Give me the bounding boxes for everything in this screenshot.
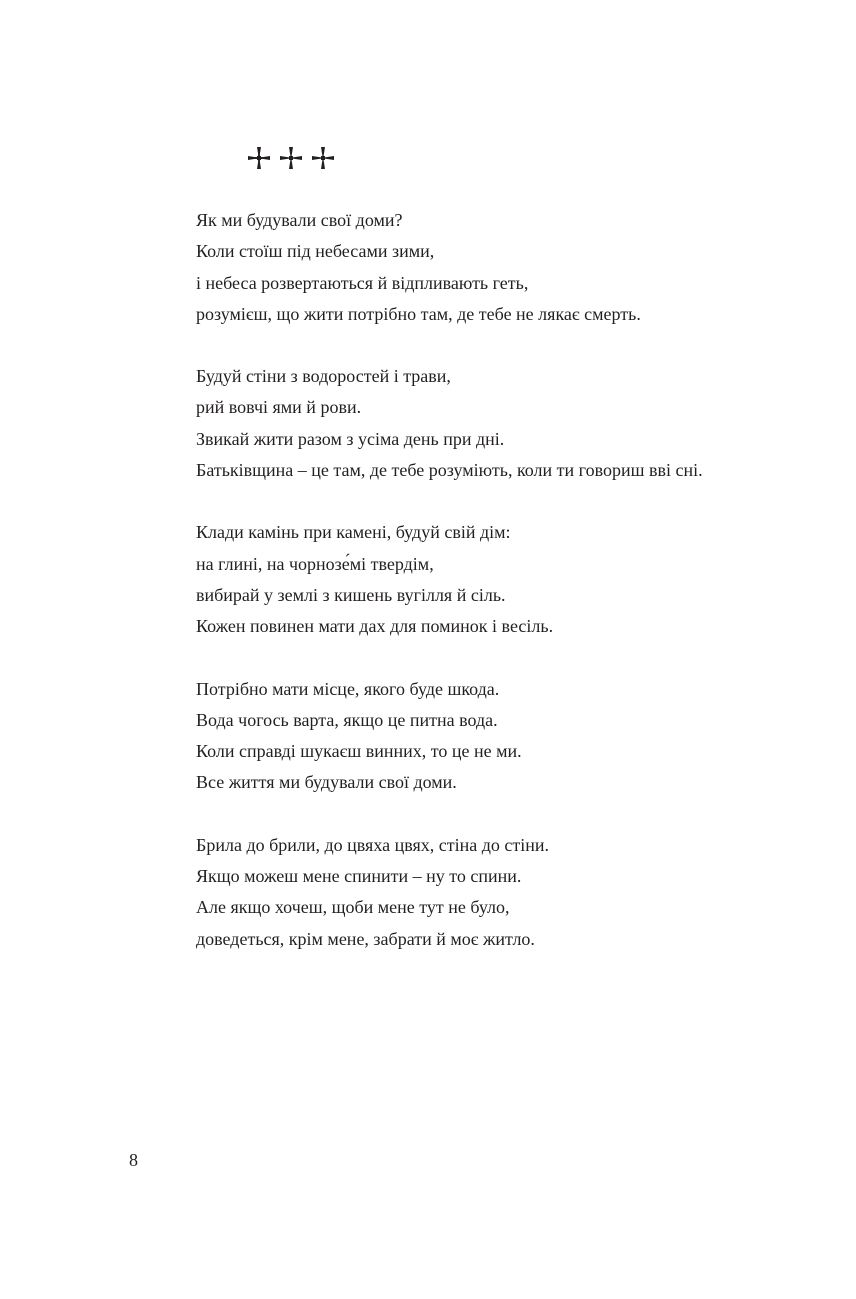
poem-line: Батьківщина – це там, де тебе розуміють, коли ти говориш вві сні. — [196, 460, 703, 481]
poem-line: на глині, на чорнозе́мі твердім, — [196, 553, 434, 574]
stanza-2 — [196, 361, 816, 486]
stanza-5 — [196, 830, 816, 955]
page-number: 8 — [129, 1150, 138, 1170]
poem-line: Коли стоїш під небесами зими, — [196, 241, 435, 262]
poem-line: Будуй стіни з водоростей і трави, — [196, 366, 451, 387]
poem-line: Кожен повинен мати дах для поминок і весіль. — [196, 616, 554, 637]
poem-line: і небеса розвертаються й відпливають геть, — [196, 272, 529, 293]
poem-line: Потрібно мати місце, якого буде шкода. — [196, 678, 500, 699]
poem-line: Коли справді шукаєш винних, то це не ми. — [196, 741, 522, 762]
maltese-cross-icon — [311, 146, 335, 170]
poem-line: Але якщо хочеш, щоби мене тут не було, — [196, 897, 510, 918]
poem-line: Звикай жити разом з усіма день при дні. — [196, 428, 505, 449]
poem-line: Вода чогось варта, якщо це питна вода. — [196, 709, 498, 730]
poem-line: Як ми будували свої доми? — [196, 210, 403, 230]
poem-line: розумієш, що жити потрібно там, де тебе не лякає смерть. — [196, 303, 641, 324]
stanza-1 — [196, 205, 816, 330]
maltese-cross-icon — [247, 146, 271, 170]
stanza-4 — [196, 674, 816, 799]
poem-line: Все життя ми будували свої доми. — [196, 772, 457, 793]
poem — [196, 205, 816, 986]
stanza-3 — [196, 517, 816, 642]
poem-line: Якщо можеш мене спинити – ну то спини. — [196, 866, 522, 887]
poem-line: вибирай у землі з кишень вугілля й сіль. — [196, 584, 506, 605]
poem-line: доведеться, крім мене, забрати й моє житло. — [196, 928, 535, 949]
poem-line: рий вовчі ями й рови. — [196, 397, 362, 418]
poem-line: Брила до брили, до цвяха цвях, стіна до стіни. — [196, 834, 550, 855]
poem-line: Клади камінь при камені, будуй свій дім: — [196, 522, 511, 543]
section-ornament — [247, 146, 335, 172]
maltese-cross-icon — [279, 146, 303, 170]
